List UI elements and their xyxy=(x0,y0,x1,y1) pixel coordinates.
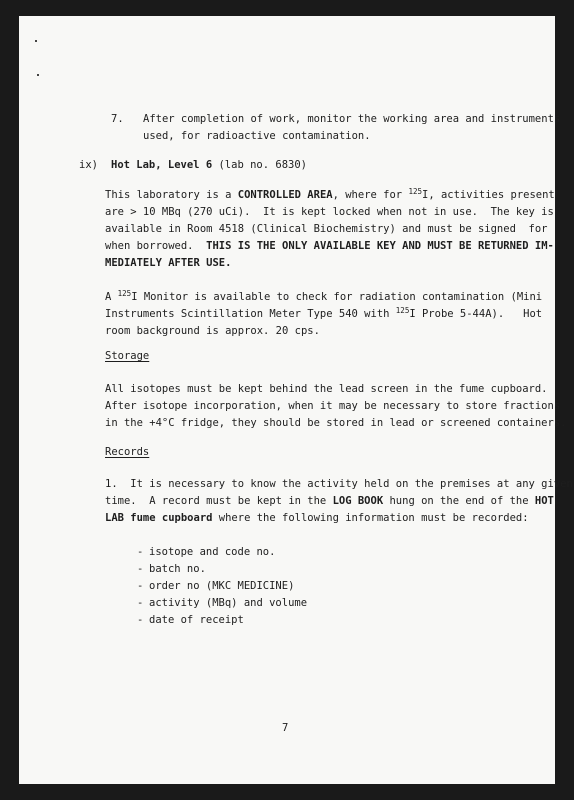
text-run: hung on the end of the xyxy=(383,495,535,507)
text-run: time. A record must be kept in the xyxy=(105,495,333,507)
scan-speck xyxy=(37,74,39,76)
text-run: , where for xyxy=(332,189,409,201)
storage-line-2: After isotope incorporation, when it may be necessary to store fractions xyxy=(105,400,561,412)
text-run: when borrowed. xyxy=(105,240,207,252)
isotope-mass-number: 125 xyxy=(408,187,422,196)
scan-speck xyxy=(35,40,37,42)
item-7-line-1: After completion of work, monitor the working area and instruments xyxy=(143,113,561,125)
records-line-1: 1. It is necessary to know the activity held on the premises at any given xyxy=(105,478,573,490)
list-item-text: isotope and code no. xyxy=(149,546,276,558)
bullet: - xyxy=(137,580,144,592)
log-book-text: LOG BOOK xyxy=(332,495,384,507)
list-item xyxy=(137,612,307,629)
list-item xyxy=(137,561,307,578)
section-heading xyxy=(111,157,307,174)
bullet: - xyxy=(137,563,144,575)
lab-fume-cupboard-text: LAB fume cupboard xyxy=(105,512,213,524)
section-lab-number: (lab no. 6830) xyxy=(218,159,307,171)
text-run: A xyxy=(105,291,118,303)
text-run: I, activities present xyxy=(422,189,555,201)
text-run: This laboratory is a xyxy=(105,189,238,201)
para1-line-3: available in Room 4518 (Clinical Biochemistry) and must be signed for xyxy=(105,223,548,235)
section-number: ix) xyxy=(79,159,98,171)
storage-heading: Storage xyxy=(105,350,150,362)
para1-line-2: are > 10 MBq (270 uCi). It is kept locked when not in use. The key is xyxy=(105,206,554,218)
list-item xyxy=(137,578,307,595)
bullet: - xyxy=(137,546,144,558)
item-7-number: 7. xyxy=(111,113,124,125)
document-page xyxy=(19,16,573,784)
storage-line-3: in the +4°C fridge, they should be stored in lead or screened containers. xyxy=(105,417,567,429)
bullet: - xyxy=(137,614,144,626)
para1-line-1 xyxy=(105,187,555,204)
storage-line-1: All isotopes must be kept behind the lead screen in the fume cupboard. xyxy=(105,383,548,395)
page-number: 7 xyxy=(282,722,289,734)
text-run: Instruments Scintillation Meter Type 540 with xyxy=(105,308,396,320)
hot-text: HOT xyxy=(534,495,554,507)
records-line-2 xyxy=(105,493,554,510)
key-warning-text: THIS IS THE ONLY AVAILABLE KEY AND MUST BE RETURNED IM- xyxy=(206,240,554,252)
list-item-text: activity (MBq) and volume xyxy=(149,597,308,609)
text-run: I Probe 5-44A). Hot xyxy=(409,308,543,320)
text-run: where the following information must be recorded: xyxy=(212,512,529,524)
isotope-mass-number: 125 xyxy=(395,306,410,315)
list-item-text: batch no. xyxy=(149,563,206,575)
para2-line-1 xyxy=(105,289,542,306)
para2-line-2 xyxy=(105,306,542,323)
list-item xyxy=(137,544,307,561)
bullet: - xyxy=(137,597,144,609)
isotope-mass-number: 125 xyxy=(117,289,132,298)
record-items-list xyxy=(137,544,307,629)
records-heading: Records xyxy=(105,446,150,458)
para1-line-4 xyxy=(105,238,554,255)
section-title: Hot Lab, Level 6 xyxy=(111,159,213,171)
para2-line-3: room background is approx. 20 cps. xyxy=(105,325,320,337)
list-item-text: order no (MKC MEDICINE) xyxy=(149,580,295,592)
para1-line-5: MEDIATELY AFTER USE. xyxy=(105,257,232,269)
controlled-area-text: CONTROLLED AREA xyxy=(237,189,333,201)
item-7-line-2: used, for radioactive contamination. xyxy=(143,130,371,142)
records-line-3 xyxy=(105,510,529,527)
list-item xyxy=(137,595,307,612)
list-item-text: date of receipt xyxy=(149,614,244,626)
text-run: I Monitor is available to check for radiation contamination (Mini xyxy=(131,291,543,303)
